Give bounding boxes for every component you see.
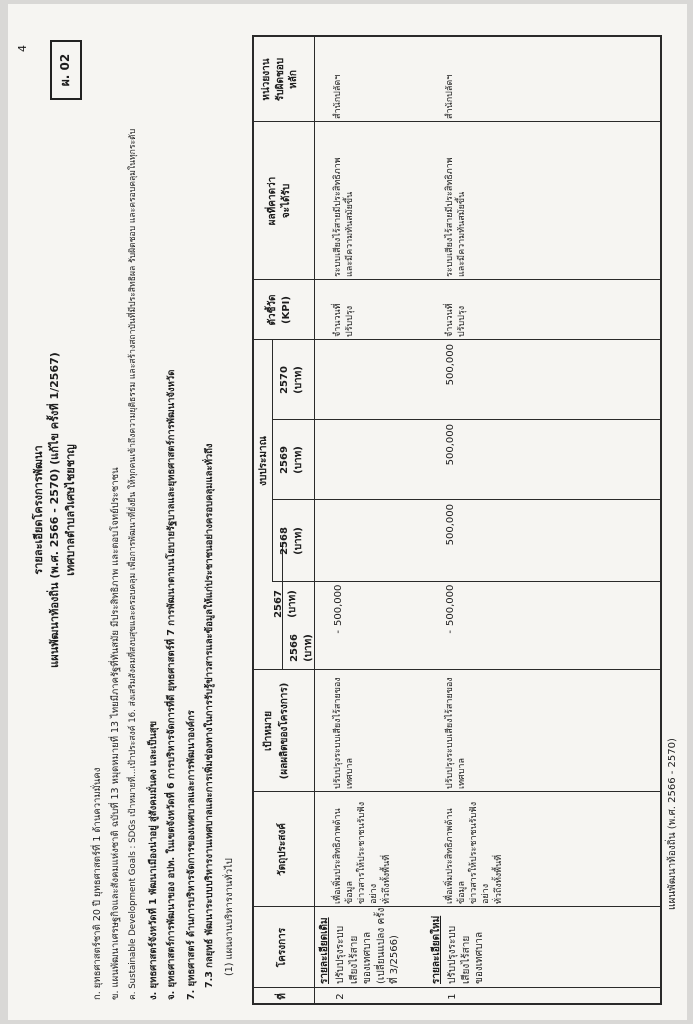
plan-line: (1) แผนงานบริหารงานทั่วไป	[224, 858, 235, 976]
doc-title: รายละเอียดโครงการพัฒนา	[32, 445, 45, 575]
footer-text: แผนพัฒนาท้องถิ่น (พ.ศ. 2566 - 2570)	[667, 738, 678, 910]
page-number: 4	[16, 45, 29, 52]
strategy-line-7: 7. ยุทธศาสตร์ ด้านการบริหารจัดการของเทศบาลและการพัฒนาองค์กร	[186, 710, 197, 1000]
form-code: ผ. 02	[58, 53, 73, 87]
strategy-line-b: ข. แผนพัฒนาเศรษฐกิจและสังคมแห่งชาติ ฉบับที่ 13 หมุดหมายที่ 13 ไทยมีภาครัฐที่ทันสมัย มีประสิทธิภาพ และตอบโจทย์ประชาชน	[110, 467, 121, 1000]
row-new-budget-2569: 500,000	[445, 424, 456, 466]
header-budget: งบประมาณ	[258, 436, 269, 486]
header-agency: หน่วยงาน รับผิดชอบ หลัก	[261, 57, 299, 102]
row-new-budget-2570: 500,000	[445, 344, 456, 386]
document-page	[8, 4, 687, 1020]
header-year-2566: 2566 (บาท)	[289, 634, 314, 662]
strategy-line-d: ง. ยุทธศาสตร์จังหวัดที่ 1 พัฒนาเมืองน่าอยู่ สู่สังคมมั่นคง และเป็นสุข	[148, 720, 159, 1000]
row-old-budget-2567: 500,000	[333, 584, 344, 626]
strategy-line-e: จ. ยุทธศาสตร์การพัฒนาของ อปท. ในเขตจังหวัดที่ 6 การบริหารจัดการที่ดี ยุทธศาสตร์ที่ 7 การพัฒนาตามนโยบายรัฐบาลและยุทธศาสตร์การพัฒนาจังหวัด	[166, 369, 177, 1000]
row-old-project: ปรับปรุงระบบเสียงไร้สาย ของเทศบาล (เปลี่ยนแปลง ครั้งที่ 3/2566)	[335, 907, 400, 984]
header-no: ที่	[277, 993, 288, 1000]
header-year-2569: 2569 (บาท)	[279, 446, 304, 474]
row-old-result: ระบบเสียงไร้สายมีประสิทธิภาพ และมีความทันสมัยขึ้น	[333, 157, 356, 277]
doc-org: เทศบาลตำบลวิเศษไชยชาญ	[64, 444, 77, 576]
row-old-no: 2	[335, 993, 346, 1000]
row-new-project: ปรับปรุงระบบเสียงไร้สาย ของเทศบาล	[447, 925, 485, 984]
row-new-budget-2568: 500,000	[445, 504, 456, 546]
header-target: เป้าหมาย	[263, 710, 274, 752]
row-new-agency: สำนักปลัดฯ	[445, 74, 455, 119]
row-old-kpi: จำนวนที่ ปรับปรุง	[333, 303, 356, 337]
row-old-budget-2566: -	[333, 630, 344, 634]
doc-subtitle: แผนพัฒนาท้องถิ่น (พ.ศ. 2566 - 2570) (แก้ไข ครั้งที่ 1/2567)	[48, 352, 61, 668]
row-old-objective: เพื่อเพิ่มประสิทธิภาพด้านข้อมูล ข่าวสารให้ประชาชนรับฟังอย่าง ทั่วถึงทั้งพื้นที่	[333, 801, 392, 904]
header-kpi: ตัวชี้วัด (KPI)	[267, 294, 292, 326]
header-year-2570: 2570 (บาท)	[279, 366, 304, 394]
row-new-objective: เพื่อเพิ่มประสิทธิภาพด้านข้อมูล ข่าวสารให้ประชาชนรับฟังอย่าง ทั่วถึงทั้งพื้นที่	[445, 801, 504, 904]
rotated-content	[14, 10, 682, 1010]
strategy-line-7-3: 7.3 กลยุทธ์ พัฒนาระบบบริหารงานเทศบาลและการเพิ่มช่องทางในการรับรู้ข่าวสารและข้อมูลให้แก่ประชาชนอย่างครอบคลุมและทั่วถึง	[204, 443, 215, 988]
header-year-2568: 2568 (บาท)	[279, 527, 304, 555]
strategy-line-c: ค. Sustainable Development Goals : SDGs เป้าหมายที่...เป้าประสงค์ 16. ส่งเสริมสังคมที่สงบสุขและครอบคลุม เพื่อการพัฒนาที่ยั่งยืน ให้ทุกคนเข้าถึงความยุติธรรม และสร้างสถาบันที่มีประสิทธิผล รับผิดชอบ และครอบคลุมในทุกระดับ	[128, 128, 138, 1000]
section-old-label: รายละเอียดเดิม	[319, 917, 330, 984]
row-new-budget-2566: -	[445, 630, 456, 634]
header-year-2567: 2567 (บาท)	[273, 590, 298, 618]
row-old-agency: สำนักปลัดฯ	[333, 74, 343, 119]
row-old-target: ปรับปรุงระบบเสียงไร้สายของ เทศบาล	[333, 677, 356, 789]
section-new-label: รายละเอียดใหม่	[431, 915, 442, 984]
row-new-no: 1	[447, 993, 458, 1000]
row-new-target: ปรับปรุงระบบเสียงไร้สายของ เทศบาล	[445, 677, 468, 789]
header-objective: วัตถุประสงค์	[277, 823, 288, 876]
header-project: โครงการ	[277, 927, 288, 968]
row-new-kpi: จำนวนที่ ปรับปรุง	[445, 303, 468, 337]
row-new-budget-2567: 500,000	[445, 584, 456, 626]
header-target-sub: (ผลผลิตของโครงการ)	[279, 682, 290, 780]
row-new-result: ระบบเสียงไร้สายมีประสิทธิภาพ และมีความทันสมัยขึ้น	[445, 157, 468, 277]
header-result: ผลที่คาดว่า จะได้รับ	[267, 176, 292, 226]
strategy-line-a: ก. ยุทธศาสตร์ชาติ 20 ปี ยุทธศาสตร์ที่ 1 ด้านความมั่นคง	[92, 767, 103, 1000]
